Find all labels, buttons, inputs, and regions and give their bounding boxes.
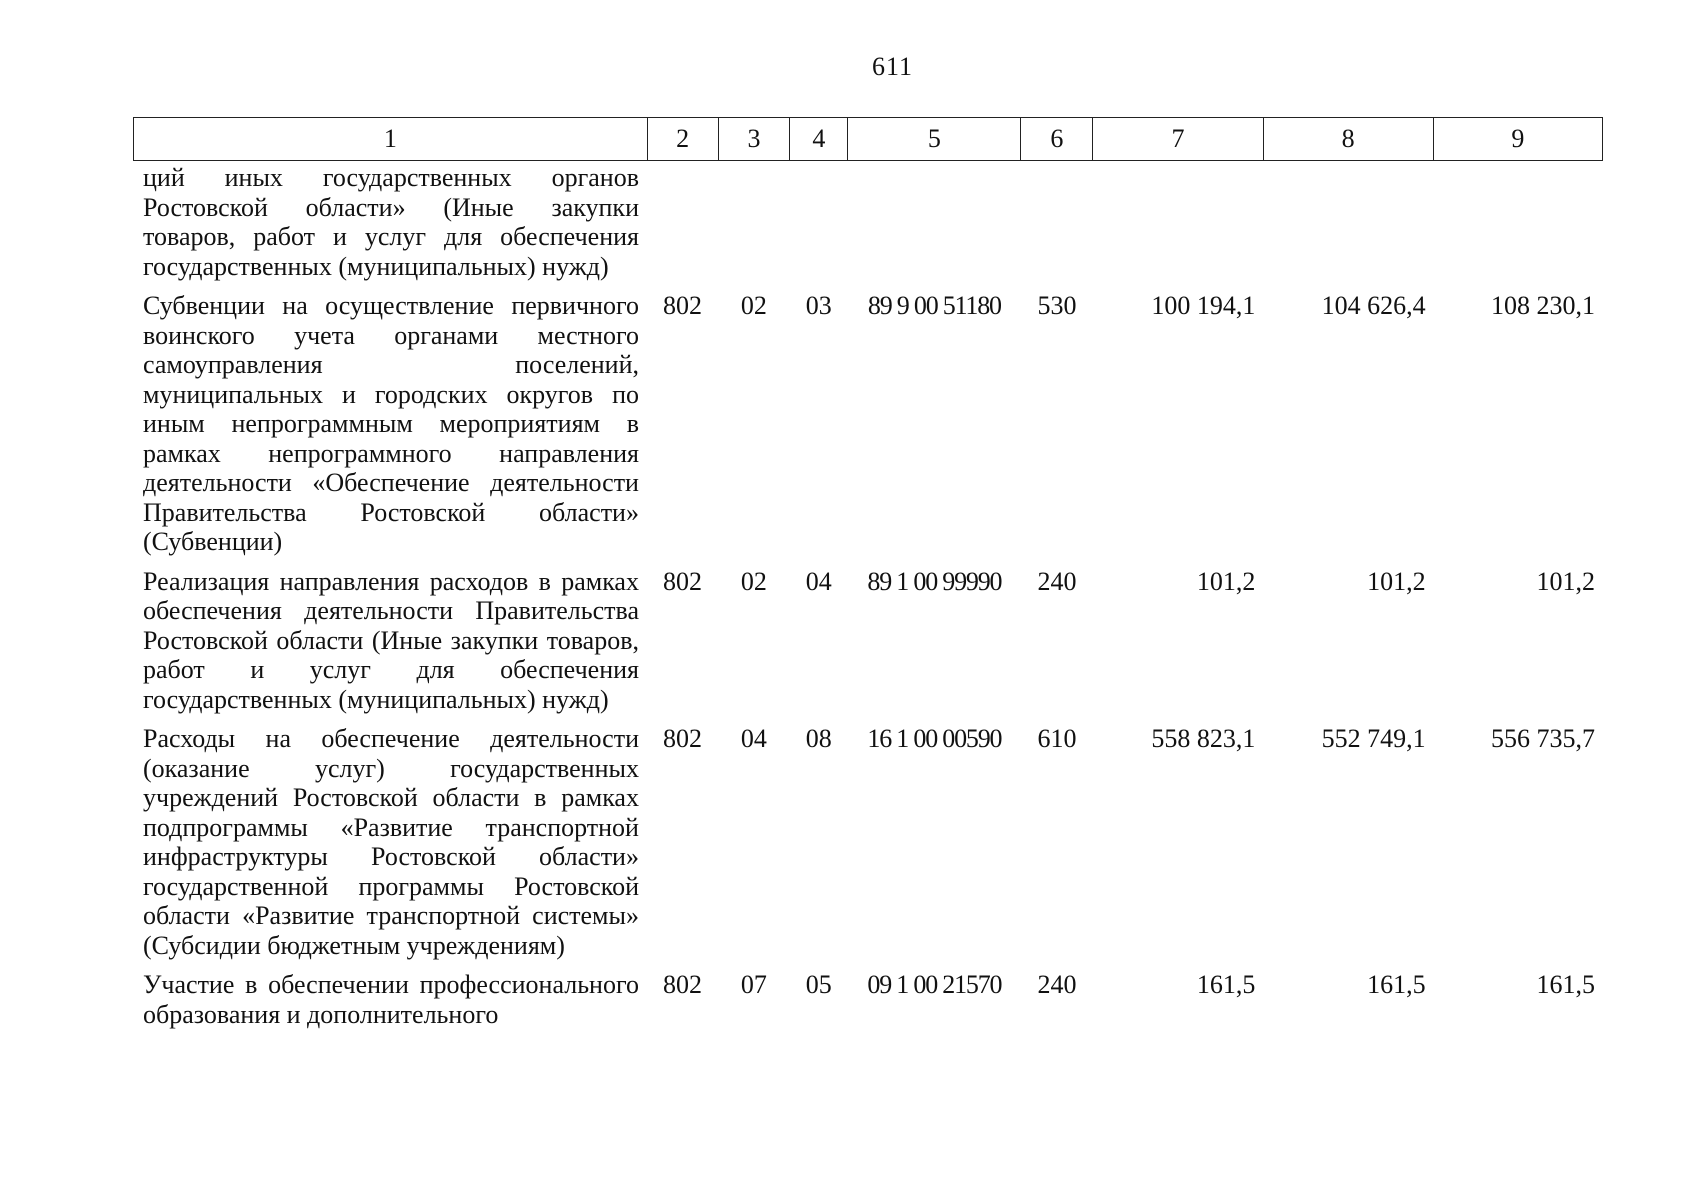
row-target-article: 89 9 00 51180 bbox=[867, 291, 1001, 320]
row-amount-2: 104 626,4 bbox=[1321, 291, 1426, 320]
row-description: Участие в обеспечении профессионального образования и дополнительного bbox=[143, 970, 639, 1029]
row-ministry-code bbox=[647, 161, 718, 291]
row-expense-type: 610 bbox=[1037, 724, 1077, 753]
row-section-code bbox=[718, 161, 790, 291]
row-subsection-code: 04 bbox=[805, 566, 832, 596]
row-subsection-code bbox=[790, 161, 848, 291]
row-expense-type: 240 bbox=[1037, 566, 1077, 596]
row-ministry-code: 802 bbox=[662, 970, 702, 999]
row-section-code: 04 bbox=[740, 724, 767, 753]
row-subsection-code: 03 bbox=[805, 291, 832, 320]
table-row bbox=[133, 724, 1603, 970]
row-description: ций иных государственных органов Ростовской области» (Иные закупки товаров, работ и услуг для обеспечения государственных (муниципальных) нужд) bbox=[143, 163, 639, 281]
row-target-article: 16 1 00 00590 bbox=[867, 724, 1002, 753]
column-header-5: 5 bbox=[848, 118, 1021, 161]
column-header-table bbox=[133, 117, 1603, 161]
table-row bbox=[133, 970, 1603, 1039]
row-expense-type bbox=[1021, 161, 1093, 291]
column-header-8: 8 bbox=[1263, 118, 1433, 161]
row-section-code: 02 bbox=[740, 291, 767, 320]
row-section-code: 02 bbox=[740, 566, 767, 596]
row-amount-2: 552 749,1 bbox=[1321, 724, 1426, 753]
row-amount-3: 556 735,7 bbox=[1491, 724, 1595, 753]
row-ministry-code: 802 bbox=[662, 291, 702, 320]
table-row bbox=[133, 567, 1603, 725]
row-amount-3 bbox=[1434, 161, 1603, 291]
row-target-article: 09 1 00 21570 bbox=[867, 970, 1002, 999]
column-header-9: 9 bbox=[1433, 118, 1602, 161]
row-amount-2 bbox=[1263, 161, 1433, 291]
row-amount-3: 161,5 bbox=[1536, 970, 1595, 999]
column-header-2: 2 bbox=[647, 118, 718, 161]
column-header-6: 6 bbox=[1021, 118, 1093, 161]
row-ministry-code: 802 bbox=[662, 724, 702, 753]
row-amount-3: 101,2 bbox=[1536, 566, 1595, 596]
page-number: 611 bbox=[871, 52, 914, 81]
row-description: Реализация направления расходов в рамках обеспечения деятельности Правительства Ростовской области (Иные закупки товаров, работ и услуг для обеспечения государственных (муниципальных) нужд) bbox=[143, 566, 639, 714]
row-amount-3: 108 230,1 bbox=[1491, 291, 1595, 320]
row-expense-type: 240 bbox=[1037, 970, 1077, 999]
column-header-4: 4 bbox=[790, 118, 848, 161]
row-expense-type: 530 bbox=[1037, 291, 1077, 320]
column-header-3: 3 bbox=[718, 118, 790, 161]
row-description: Субвенции на осуществление первичного воинского учета органами местного самоуправления поселений, муниципальных и городских округов по иным непрограммным мероприятиям в рамках непрограммного направления деятельности «Обеспечение деятельности Правительства Ростовской области» (Субвенции) bbox=[143, 291, 639, 556]
column-header-row bbox=[134, 118, 1603, 161]
column-header-7: 7 bbox=[1093, 118, 1263, 161]
column-header-1: 1 bbox=[134, 118, 648, 161]
row-section-code: 07 bbox=[740, 970, 767, 999]
row-description: Расходы на обеспечение деятельности (оказание услуг) государственных учреждений Ростовской области в рамках подпрограммы «Развитие транспортной инфраструктуры Ростовской области» государственной программы Ростовской области «Развитие транспортной системы» (Субсидии бюджетным учреждениям) bbox=[143, 724, 639, 960]
row-amount-1: 161,5 bbox=[1196, 970, 1256, 999]
row-target-article bbox=[848, 161, 1021, 291]
budget-table bbox=[133, 161, 1603, 1039]
row-amount-1 bbox=[1093, 161, 1263, 291]
row-subsection-code: 08 bbox=[805, 724, 832, 753]
row-amount-1: 558 823,1 bbox=[1151, 724, 1256, 753]
row-amount-2: 161,5 bbox=[1367, 970, 1426, 999]
row-ministry-code: 802 bbox=[662, 566, 702, 596]
row-subsection-code: 05 bbox=[805, 970, 832, 999]
row-amount-2: 101,2 bbox=[1367, 566, 1426, 596]
row-target-article: 89 1 00 99990 bbox=[867, 566, 1002, 596]
row-amount-1: 101,2 bbox=[1196, 566, 1256, 596]
table-row bbox=[133, 291, 1603, 567]
table-row bbox=[133, 161, 1603, 291]
row-amount-1: 100 194,1 bbox=[1151, 291, 1256, 320]
